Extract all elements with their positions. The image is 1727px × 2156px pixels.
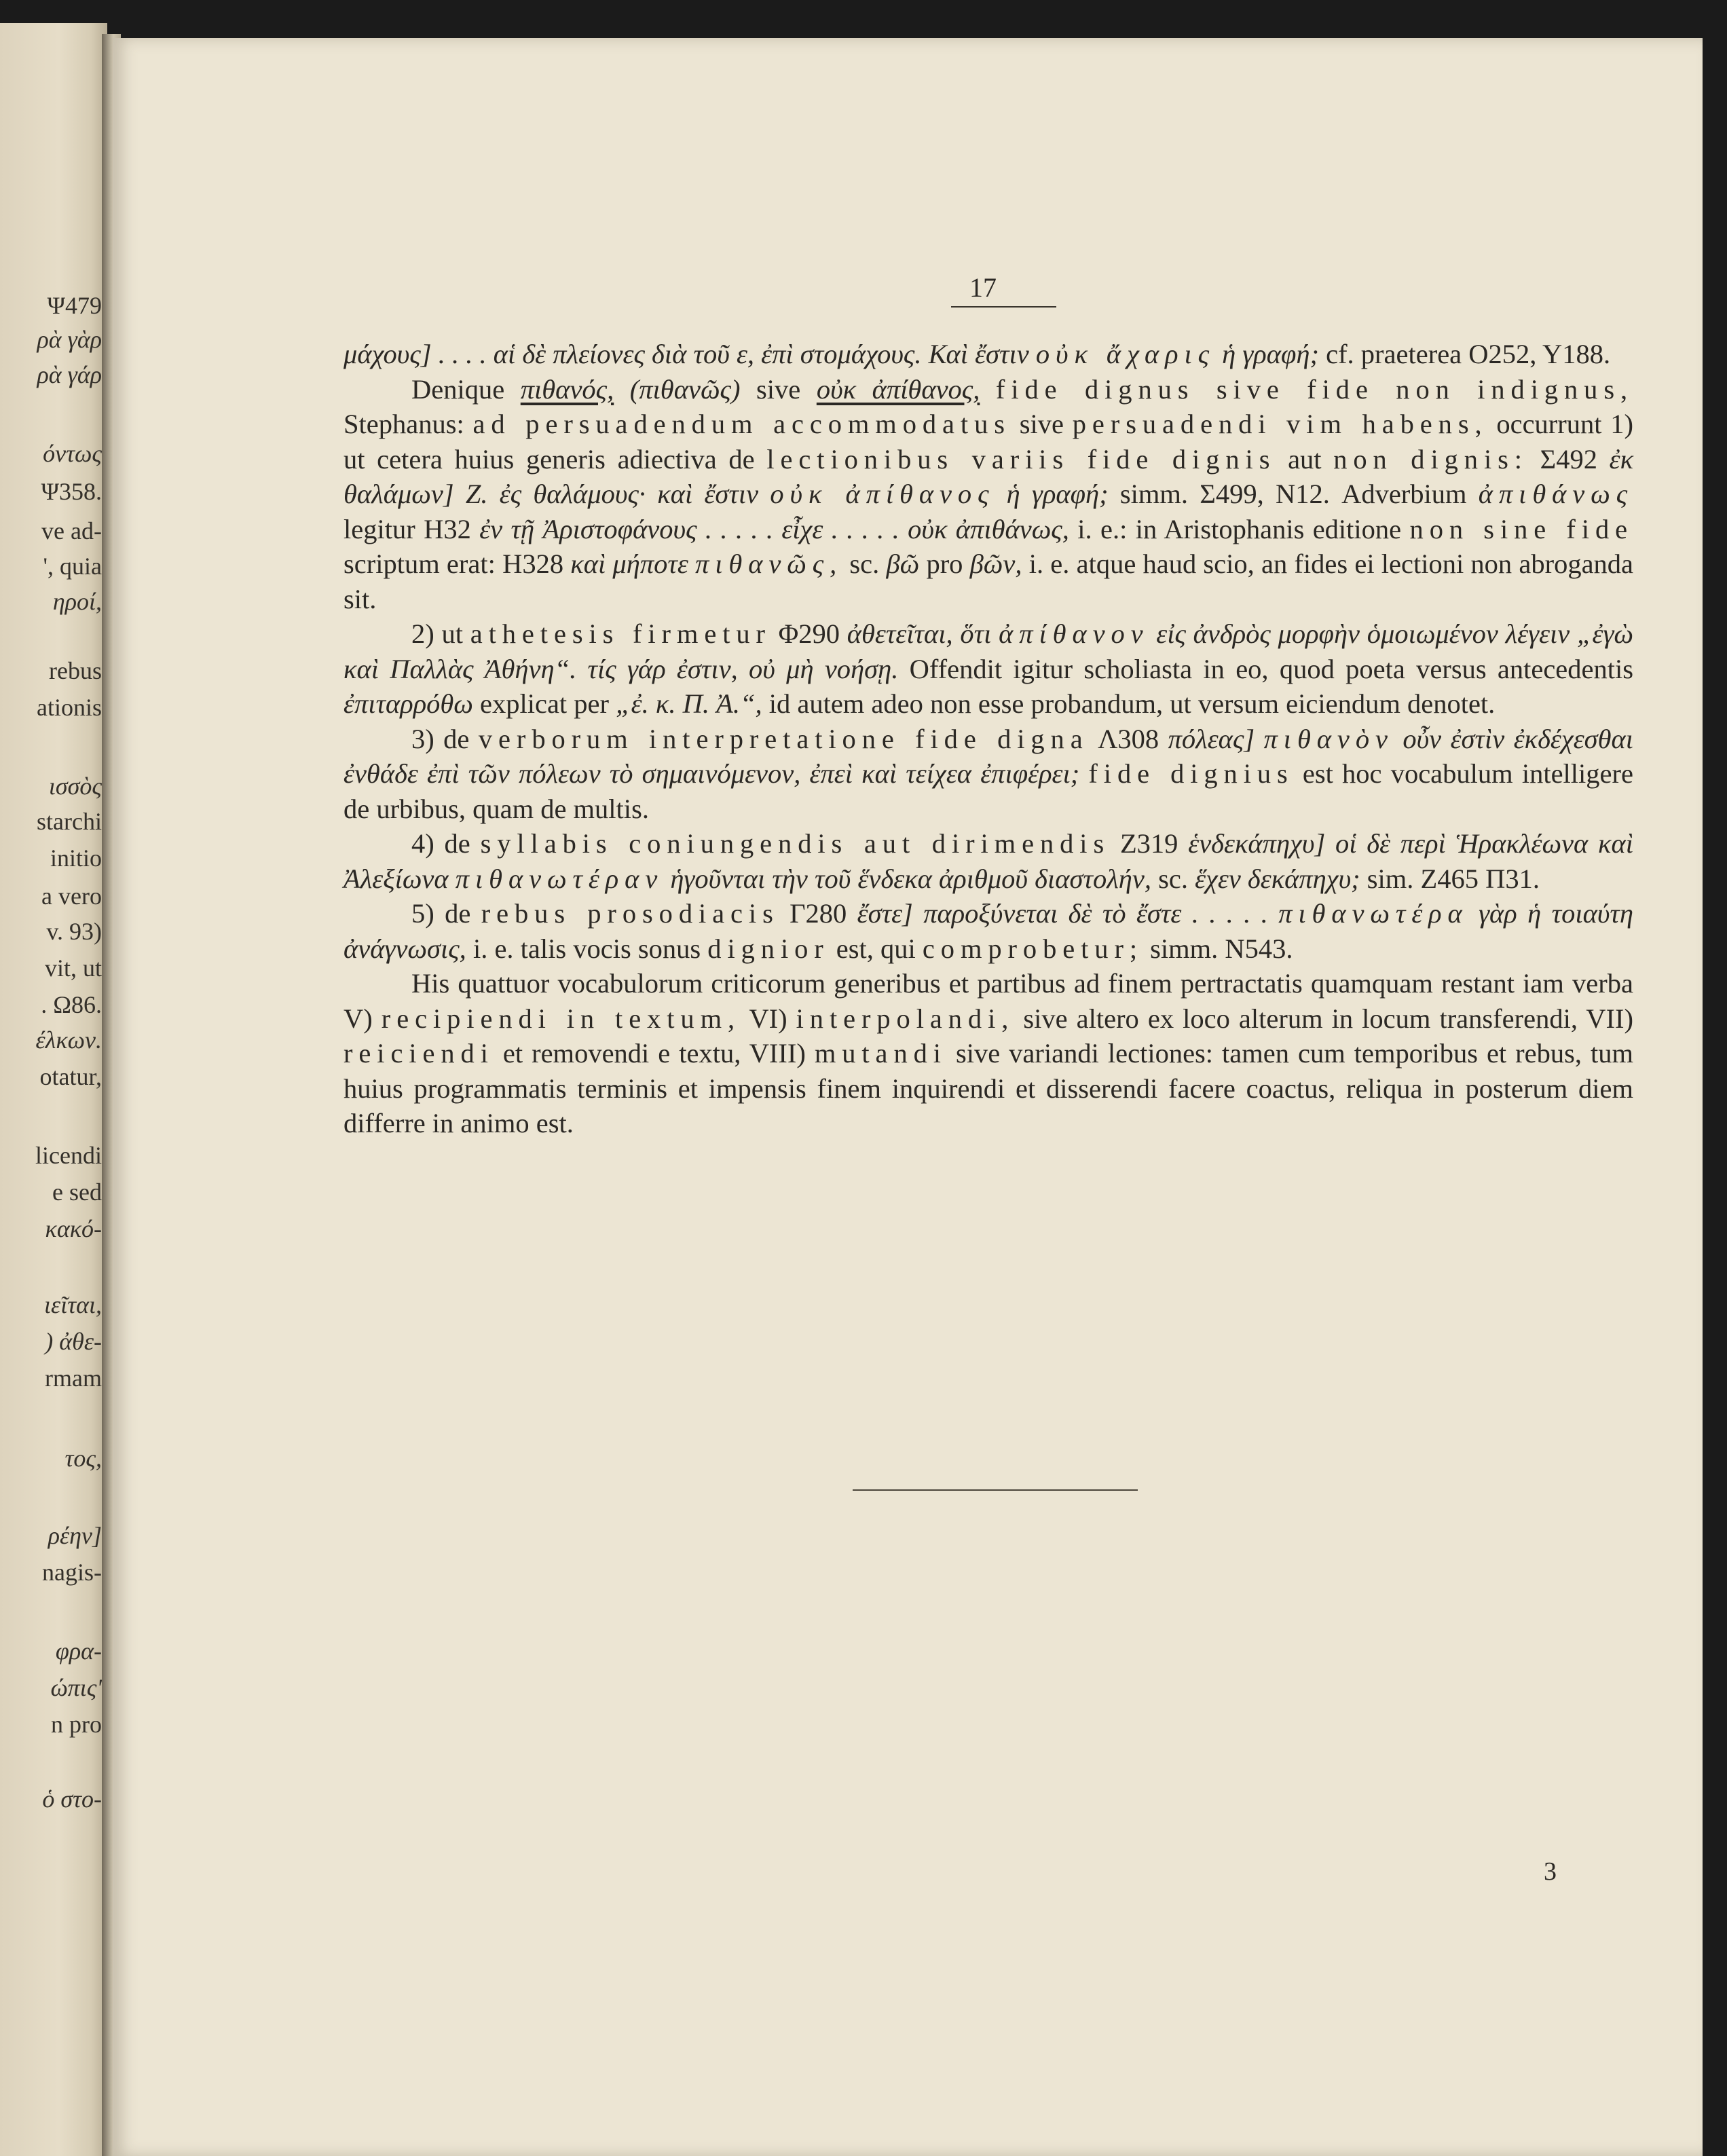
latin-spaced-text: comprobetur; bbox=[922, 933, 1144, 964]
greek-text: ἡ γραφή; bbox=[1222, 339, 1319, 369]
previous-page-text-fragment: ', quia bbox=[43, 553, 102, 580]
greek-underlined-term: πιθανός, bbox=[520, 373, 614, 405]
greek-text: οὐκ ἀπιθάνως, bbox=[908, 513, 1069, 544]
latin-spaced-text: dignior bbox=[707, 933, 830, 964]
greek-text: γὰρ ἡ τοιαύτη ἀνάγνωσις, bbox=[343, 898, 1634, 964]
previous-page-text-fragment: . Ω86. bbox=[41, 991, 102, 1018]
greek-text: ἀθετεῖται, ὅτι bbox=[847, 618, 992, 649]
paragraph-3 bbox=[343, 616, 1633, 722]
greek-text: οὖν ἐστὶν ἐκδέχεσθαι ἐνθάδε ἐπὶ τῶν πόλεων τὸ σημαινόμενον, ἐπεὶ καὶ τείχεα ἐπιφέρει; bbox=[343, 723, 1634, 789]
page-number: 17 bbox=[969, 272, 997, 303]
previous-page-text-fragment: Ψ358. bbox=[41, 478, 102, 505]
greek-text: ἡγοῦνται τὴν τοῦ ἕνδεκα ἀριθμοῦ διαστολήν, bbox=[670, 863, 1151, 894]
reference: Λ308 bbox=[1098, 723, 1159, 754]
previous-page-text-fragment: e sed bbox=[52, 1178, 102, 1206]
previous-page-text-fragment: Ψ479 bbox=[47, 292, 102, 319]
latin-text: VI) bbox=[749, 1003, 787, 1034]
latin-text: His quattuor vocabulorum criticorum generibus et partibus ad finem pertractatis quamquam restant iam verba V) bbox=[343, 968, 1633, 1034]
previous-page-text-fragment: rebus bbox=[49, 657, 102, 684]
paragraph-1 bbox=[343, 337, 1633, 372]
latin-spaced-text: syllabis coniungendis aut dirimendis bbox=[480, 828, 1111, 859]
previous-page-text-fragment: licendi bbox=[35, 1142, 102, 1169]
paragraph-5 bbox=[343, 826, 1633, 896]
greek-spaced-text: οὐκ ἀπίθανος bbox=[770, 479, 995, 509]
latin-spaced-text: ad persuadendum accommodatus bbox=[472, 409, 1011, 439]
latin-text: explicat per bbox=[480, 688, 610, 719]
latin-spaced-text: persuadendi vim habens, bbox=[1072, 409, 1488, 439]
previous-page-text-fragment: ρέην] bbox=[48, 1522, 102, 1549]
latin-text: scriptum erat: Η328 bbox=[343, 549, 564, 579]
paragraph-6 bbox=[343, 896, 1633, 966]
greek-text: ἔστε] παροξύνεται δὲ τὸ ἔστε . . . . . bbox=[857, 898, 1268, 929]
latin-spaced-text: fide dignus sive fide non indignus, bbox=[995, 373, 1634, 405]
latin-text: 3) de bbox=[411, 723, 470, 754]
previous-page-text-fragment: starchi bbox=[37, 808, 102, 835]
greek-spaced-text: οὐκ ἄχαρις bbox=[1035, 339, 1215, 369]
latin-text: i. e.: in Aristophanis editione bbox=[1077, 513, 1402, 544]
latin-text: occurrunt 1) ut cetera huius generis adiectiva de bbox=[343, 409, 1634, 475]
previous-page-text-fragment: nagis- bbox=[42, 1559, 102, 1586]
reference: Γ280 bbox=[790, 898, 847, 929]
previous-page-text-fragment: a vero bbox=[41, 882, 102, 910]
previous-page-text-fragment: ationis bbox=[37, 694, 102, 721]
previous-page-text-fragment: ve ad- bbox=[41, 517, 102, 544]
latin-text: 5) de bbox=[411, 898, 471, 929]
latin-text: sim. Ζ465 Π31. bbox=[1367, 863, 1540, 894]
header-rule bbox=[951, 306, 1056, 308]
greek-text: ἐκ θαλάμων] Ζ. ἐς θαλάμους· καὶ ἔστιν bbox=[343, 443, 1634, 509]
greek-text: ἑνδεκάπηχυ] οἱ δὲ περὶ Ἡρακλέωνα καὶ Ἀλεξίωνα bbox=[343, 828, 1634, 894]
latin-text: sive bbox=[756, 373, 801, 405]
latin-text: est, qui bbox=[836, 933, 916, 964]
latin-text: 4) de bbox=[411, 828, 470, 859]
latin-spaced-text: non sine fide bbox=[1409, 513, 1634, 544]
latin-text: sive altero ex loco alterum in locum transferendi, VII) bbox=[1023, 1003, 1633, 1034]
latin-spaced-text: non dignis: bbox=[1333, 443, 1528, 475]
latin-text: sive variandi lectiones: tamen cum temporibus et rebus, tum huius programmatis terminis et impensis finem inquirendi et disserendi facere coactus, reliqua in posterum diem differre in animo est. bbox=[343, 1038, 1634, 1138]
latin-spaced-text: mutandi bbox=[814, 1038, 947, 1068]
greek-text: (πιθανῶς) bbox=[629, 373, 741, 405]
previous-page-text-fragment: ρὰ γὰρ bbox=[37, 326, 102, 353]
latin-text: est hoc vocabulum intelligere de urbibus, quam de multis. bbox=[343, 758, 1633, 824]
latin-text: i. e. atque haud scio, an fides ei lectioni non abroganda sit. bbox=[343, 549, 1634, 614]
latin-text: sive bbox=[1019, 409, 1064, 439]
latin-text: cf. praeterea Ο252, Υ188. bbox=[1326, 339, 1611, 369]
reference: Ζ319 bbox=[1119, 828, 1178, 859]
greek-text: ἡ γραφή; bbox=[1006, 479, 1109, 509]
previous-page-text-fragment: ὁ στο- bbox=[42, 1785, 102, 1813]
paragraph-7 bbox=[343, 966, 1633, 1141]
previous-page-text-fragment: ισσὸς bbox=[48, 773, 102, 800]
previous-page-text-fragment: φρα- bbox=[55, 1637, 102, 1665]
greek-text: μάχους] . . . . αἱ δὲ πλείονες διὰ τοῦ ε, ἐπὶ στομάχους. Καὶ ἔστιν bbox=[343, 339, 1029, 369]
greek-text: καὶ μήποτε bbox=[570, 549, 688, 579]
previous-page-edge bbox=[0, 23, 107, 2156]
greek-spaced-text: πιθανῶς, bbox=[695, 549, 843, 579]
greek-text: βῶ bbox=[886, 549, 920, 579]
greek-text: πόλεας] bbox=[1168, 723, 1255, 754]
latin-spaced-text: verborum interpretatione fide digna bbox=[478, 723, 1089, 754]
latin-text: simm. Ν543. bbox=[1150, 933, 1293, 964]
greek-spaced-text: ἀπιθάνως bbox=[1478, 479, 1634, 509]
greek-text: ἐπιταρρόθω bbox=[343, 688, 473, 719]
page bbox=[113, 38, 1703, 2156]
latin-text: sc. bbox=[849, 549, 880, 579]
greek-spaced-text: ἀπίθανον bbox=[999, 618, 1149, 649]
greek-text: εἰς ἀνδρὸς μορφὴν ὁμοιωμένον λέγειν „ἐγὼ καὶ Παλλὰς Ἀθήνη“. τίς γάρ ἐστιν, οὐ μὴ νοήσῃ. bbox=[343, 618, 1634, 684]
latin-spaced-text: rebus prosodiacis bbox=[481, 898, 779, 929]
previous-page-text-fragment: ρὰ γάρ bbox=[37, 361, 102, 388]
end-rule bbox=[853, 1489, 1138, 1491]
latin-spaced-text: recipiendi in textum, bbox=[381, 1003, 741, 1034]
latin-spaced-text: interpolandi, bbox=[796, 1003, 1015, 1034]
previous-page-text-fragment: κακό- bbox=[45, 1215, 102, 1242]
previous-page-text-fragment: otatur, bbox=[39, 1063, 102, 1090]
latin-text: simm. Σ499, Ν12. Adverbium bbox=[1119, 479, 1467, 509]
previous-page-text-fragment: v. 93) bbox=[46, 918, 102, 945]
latin-text: legitur Η32 bbox=[343, 513, 471, 544]
previous-page-text-fragment: όντως bbox=[43, 440, 102, 467]
latin-spaced-text: fide dignius bbox=[1088, 758, 1294, 789]
latin-text: sc. bbox=[1158, 863, 1188, 894]
previous-page-text-fragment: έλκων. bbox=[35, 1026, 102, 1054]
previous-page-text-fragment: rmam bbox=[45, 1364, 102, 1392]
greek-spaced-text: πιθανωτέρα bbox=[1278, 898, 1468, 929]
latin-text: pro bbox=[926, 549, 963, 579]
latin-text: Stephanus: bbox=[343, 409, 464, 439]
greek-text: „ἐ. κ. Π. Ἀ.“, bbox=[616, 688, 762, 719]
greek-text: βῶν, bbox=[969, 549, 1022, 579]
latin-text: Offendit igitur scholiasta in eo, quod poeta versus antecedentis bbox=[909, 653, 1634, 684]
body-text bbox=[343, 337, 1633, 1141]
greek-spaced-text: πιθανωτέραν bbox=[455, 863, 664, 894]
latin-text: 2) ut bbox=[411, 618, 463, 649]
paragraph-4 bbox=[343, 722, 1633, 827]
previous-page-text-fragment: ηροί, bbox=[52, 588, 102, 615]
previous-page-text-fragment: ώπις' bbox=[50, 1674, 102, 1701]
reference: Φ290 bbox=[778, 618, 840, 649]
previous-page-text-fragment: τος, bbox=[64, 1445, 102, 1472]
previous-page-text-fragment: vit, ut bbox=[44, 954, 102, 982]
paragraph-2 bbox=[343, 372, 1633, 617]
latin-spaced-text: athetesis firmetur bbox=[470, 618, 771, 649]
latin-text: i. e. talis vocis sonus bbox=[472, 933, 701, 964]
latin-text: aut bbox=[1288, 443, 1322, 475]
previous-page-text-fragment: initio bbox=[50, 844, 102, 872]
latin-text: id autem adeo non esse probandum, ut versum eiciendum denotet. bbox=[768, 688, 1496, 719]
greek-underlined-term: οὐκ ἀπίθανος, bbox=[816, 373, 980, 405]
latin-text: et removendi e textu, VIII) bbox=[502, 1038, 806, 1068]
latin-spaced-text: reiciendi bbox=[343, 1038, 494, 1068]
signature-mark: 3 bbox=[1544, 1857, 1557, 1886]
latin-text: Denique bbox=[411, 373, 505, 405]
greek-text: ἕχεν δεκάπηχυ; bbox=[1195, 863, 1360, 894]
previous-page-text-fragment: ιεῖται, bbox=[44, 1291, 102, 1318]
latin-spaced-text: lectionibus variis fide dignis bbox=[766, 443, 1276, 475]
previous-page-text-fragment: ) ἀθε- bbox=[45, 1328, 102, 1355]
greek-spaced-text: πιθανὸν bbox=[1263, 723, 1394, 754]
previous-page-text-fragment: n pro bbox=[51, 1711, 102, 1738]
reference: Σ492 bbox=[1540, 443, 1597, 475]
greek-text: ἐν τῇ Ἀριστοφάνους . . . . . εἶχε . . . . . bbox=[479, 513, 899, 544]
